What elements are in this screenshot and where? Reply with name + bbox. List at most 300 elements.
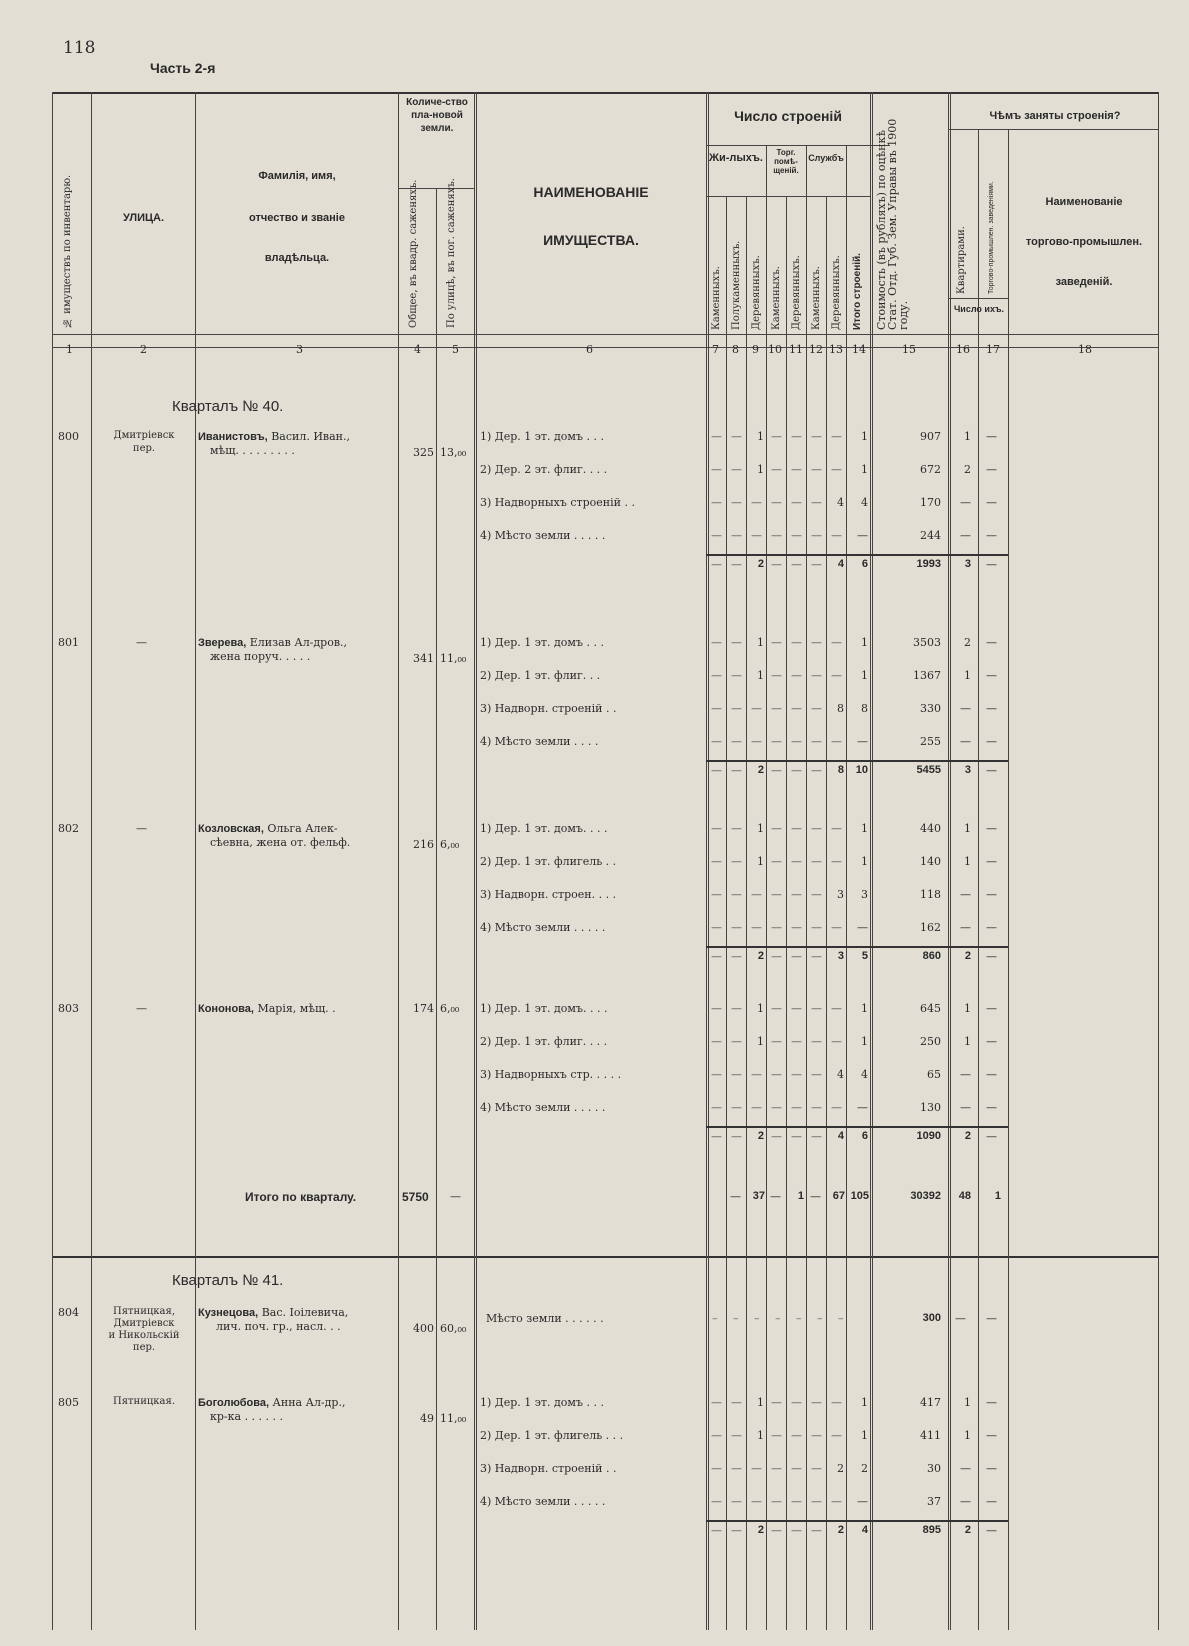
- dash-cell: —: [731, 1429, 742, 1442]
- dash-cell: —: [771, 558, 782, 571]
- dash-cell: —: [731, 463, 742, 476]
- occupied-header-divider: [948, 129, 1158, 130]
- quarter-total-apartments: 48: [958, 1190, 971, 1202]
- wooden-count: 1: [757, 822, 764, 835]
- dash-cell: —: [811, 463, 822, 476]
- dash-cell: —: [811, 1462, 822, 1475]
- street-line: Пятницкая,: [112, 1306, 176, 1317]
- property-item: 1) Дер. 1 эт. домъ. . . .: [480, 822, 608, 835]
- trade-dash: —: [986, 1429, 997, 1442]
- record-number: 803: [58, 1002, 79, 1015]
- dash-cell: —: [831, 735, 842, 748]
- dash-cell: —: [751, 888, 762, 901]
- header-trade-names-2: торгово-промышлен.: [1025, 236, 1143, 248]
- dash-cell: —: [771, 669, 782, 682]
- owner-surname: Боголюбова,: [198, 1397, 270, 1409]
- dash-cell: —: [711, 1002, 722, 1015]
- trade-dash: —: [986, 1101, 997, 1114]
- sum-apartments: 2: [964, 1524, 971, 1536]
- header-service-stone: Каменныхъ.: [811, 266, 822, 330]
- trade-dash: —: [986, 702, 997, 715]
- dash-cell: —: [731, 430, 742, 443]
- dash-cell: —: [771, 822, 782, 835]
- dash-cell: —: [731, 636, 742, 649]
- dash-cell: —: [711, 1101, 722, 1114]
- owner-name: Анна Ал-др.,: [269, 1396, 346, 1409]
- header-street: УЛИЦА.: [122, 212, 165, 224]
- record-number: 804: [58, 1306, 79, 1319]
- total-buildings: 1: [861, 430, 868, 443]
- trade-dash: —: [986, 764, 997, 777]
- dash-cell: —: [711, 1068, 722, 1081]
- property-item: 4) Мѣсто земли . . . . .: [480, 921, 606, 934]
- col-line: [706, 92, 709, 1630]
- property-item: 2) Дер. 2 эт. флиг. . . .: [480, 463, 608, 476]
- header-property-2: ИМУЩЕСТВА.: [543, 232, 639, 248]
- dash-cell: —: [811, 669, 822, 682]
- dash-cell: —: [731, 822, 742, 835]
- col-number: 4: [414, 343, 421, 356]
- dash-cell: —: [711, 636, 722, 649]
- record-number: 801: [58, 636, 79, 649]
- dash-cell: —: [955, 1312, 966, 1325]
- value: 907: [920, 430, 941, 443]
- dash-cell: —: [711, 735, 722, 748]
- record-land: 325: [413, 446, 434, 459]
- total-buildings: —: [857, 1101, 868, 1114]
- apartments: —: [960, 1462, 971, 1475]
- col-line: [726, 196, 727, 1630]
- dash-cell: —: [711, 950, 722, 963]
- col-line: [91, 92, 92, 1630]
- col-line: [436, 188, 437, 1630]
- owner-surname: Козловская,: [198, 823, 264, 835]
- dash-cell: —: [771, 1462, 782, 1475]
- trade-dash: —: [986, 1035, 997, 1048]
- record-owner: [198, 430, 350, 443]
- apartments: —: [960, 735, 971, 748]
- sum-value: 860: [922, 950, 941, 962]
- trade-dash: —: [986, 1396, 997, 1409]
- total-buildings: —: [857, 921, 868, 934]
- trade-dash: —: [986, 735, 997, 748]
- dash-cell: —: [986, 1312, 997, 1325]
- col-number: 2: [140, 343, 147, 356]
- header-owner-1: Фамилія, имя,: [258, 170, 336, 182]
- col-number: 10: [768, 343, 782, 356]
- sum-value: 5455: [916, 764, 941, 776]
- apartments: —: [960, 1495, 971, 1508]
- col-line: [786, 196, 787, 1630]
- dash-cell: —: [731, 764, 742, 777]
- dash-cell: —: [811, 1130, 822, 1143]
- dash-cell: —: [711, 1495, 722, 1508]
- trade-dash: —: [986, 1130, 997, 1143]
- dash-cell: —: [771, 430, 782, 443]
- record-street-dash: —: [136, 822, 147, 835]
- dash-cell: —: [811, 1396, 822, 1409]
- trade-dash: —: [986, 855, 997, 868]
- dash-cell: —: [711, 888, 722, 901]
- header-service-wooden: Деревянныхъ.: [831, 255, 842, 330]
- owner-surname: Кононова,: [198, 1003, 254, 1015]
- header-total-buildings: Итого строеній.: [852, 253, 863, 330]
- apartments: 2: [964, 636, 971, 649]
- property-item: 1) Дер. 1 эт. домъ . . .: [480, 1396, 604, 1409]
- dash-cell: —: [811, 735, 822, 748]
- dash-cell: —: [731, 1068, 742, 1081]
- dash-cell: —: [751, 1101, 762, 1114]
- record-front: 60,₀₀: [440, 1322, 467, 1335]
- dash-cell: —: [711, 1396, 722, 1409]
- property-item: 3) Надворн. строен. . . .: [480, 888, 617, 901]
- dash-cell: —: [811, 1035, 822, 1048]
- dash-cell: —: [831, 822, 842, 835]
- total-buildings: —: [857, 529, 868, 542]
- apartments: 1: [964, 1429, 971, 1442]
- apartments: —: [960, 702, 971, 715]
- dash-cell: —: [831, 463, 842, 476]
- dash-cell: —: [731, 496, 742, 509]
- sum-total: 6: [861, 558, 868, 570]
- header-owner-2: отчество и званіе: [249, 212, 345, 224]
- buildings-header-divider: [706, 145, 890, 146]
- dash-cell: —: [831, 1429, 842, 1442]
- col-number: 15: [902, 343, 916, 356]
- header-occupied: Чѣмъ заняты строенія?: [989, 110, 1121, 122]
- record-owner: [198, 1396, 345, 1409]
- header-land-street: По улицѣ, въ пог. саженяхъ.: [446, 178, 457, 328]
- dash-cell: —: [791, 636, 802, 649]
- apartments: 1: [964, 1002, 971, 1015]
- dash-cell: —: [771, 636, 782, 649]
- record-land: 216: [413, 838, 434, 851]
- sum-rule: [706, 760, 1008, 762]
- dash-cell: —: [791, 1524, 802, 1537]
- value: 3503: [913, 636, 941, 649]
- dash-cell: —: [791, 1101, 802, 1114]
- value: 162: [920, 921, 941, 934]
- record-owner-title: сѣевна, жена от. фельф.: [210, 836, 351, 849]
- col-line: [806, 145, 807, 1630]
- dash-cell: —: [731, 1130, 742, 1143]
- dash-cell: —: [771, 702, 782, 715]
- quarter-separator: [52, 1256, 1158, 1258]
- total-buildings: 1: [861, 1396, 868, 1409]
- dash-cell: —: [791, 855, 802, 868]
- record-street: пер.: [132, 443, 156, 454]
- sum-service: 4: [837, 1130, 844, 1142]
- value: 130: [920, 1101, 941, 1114]
- dash-cell: —: [791, 1035, 802, 1048]
- wooden-count: 1: [757, 1002, 764, 1015]
- quarter-total-value: 30392: [910, 1190, 941, 1202]
- value: 118: [920, 888, 941, 901]
- dash-cell: —: [751, 529, 762, 542]
- total-buildings: 1: [861, 822, 868, 835]
- dash-cell: —: [711, 1130, 722, 1143]
- dash-cell: —: [791, 430, 802, 443]
- header-trade-stone: Каменныхъ.: [771, 266, 782, 330]
- property-item: 3) Надворн. строеній . .: [480, 1462, 617, 1475]
- col-line: [474, 92, 477, 1630]
- dash-cell: —: [771, 735, 782, 748]
- col-line: [746, 196, 747, 1630]
- dash-cell: —: [771, 1130, 782, 1143]
- header-inventory-no: № имуществъ по инвентарю.: [62, 174, 73, 328]
- dash-cell: —: [831, 1002, 842, 1015]
- wooden-count: 1: [757, 430, 764, 443]
- dash-cell: —: [711, 669, 722, 682]
- dash-cell: —: [831, 1396, 842, 1409]
- apartments: 2: [964, 463, 971, 476]
- record-owner-title: лич. поч. гр., насл. . .: [216, 1320, 341, 1333]
- dash-cell: —: [831, 529, 842, 542]
- dash-cell: —: [791, 764, 802, 777]
- record-street: Дмитріевск: [113, 430, 175, 441]
- quarter-total-label: Итого по кварталу.: [245, 1190, 357, 1204]
- dash-cell: —: [791, 822, 802, 835]
- dash-cell: —: [791, 496, 802, 509]
- header-wooden: Деревянныхъ.: [751, 255, 762, 330]
- record-front: 11,₀₀: [440, 1412, 467, 1425]
- dash-cell: —: [791, 463, 802, 476]
- value: 417: [920, 1396, 941, 1409]
- owner-name: Васил. Иван.,: [267, 430, 350, 443]
- record-front: 13,₀₀: [440, 446, 467, 459]
- dash-cell: —: [711, 558, 722, 571]
- col-number: 11: [789, 343, 803, 356]
- record-front: 6,₀₀: [440, 838, 460, 851]
- sum-total: 10: [855, 764, 868, 776]
- value: 30: [927, 1462, 941, 1475]
- header-land: Количе-ство пла-новой земли.: [406, 97, 468, 134]
- owner-surname: Зверева,: [198, 637, 247, 649]
- property-item: 3) Надворныхъ стр. . . . .: [480, 1068, 622, 1081]
- dash-cell: —: [751, 921, 762, 934]
- record-land: 49: [420, 1412, 434, 1425]
- col-line: [766, 145, 767, 1630]
- dash-cell: —: [731, 1396, 742, 1409]
- record-owner: [198, 636, 347, 649]
- sum-rule: [706, 1520, 1008, 1522]
- dash-cell: —: [791, 1002, 802, 1015]
- dash-cell: —: [731, 1462, 742, 1475]
- property-item: 1) Дер. 1 эт. домъ . . .: [480, 636, 604, 649]
- col-line: [978, 129, 979, 1630]
- property-item: 2) Дер. 1 эт. флиг. . .: [480, 669, 601, 682]
- dash-cell: —: [791, 1396, 802, 1409]
- record-number: 800: [58, 430, 79, 443]
- value: 1367: [913, 669, 941, 682]
- dash-cell: —: [791, 558, 802, 571]
- dash-cell: —: [771, 496, 782, 509]
- sum-service: 2: [837, 1524, 844, 1536]
- wooden-count: 1: [757, 669, 764, 682]
- sum-rule: [706, 554, 1008, 556]
- col-line: [1008, 129, 1009, 1630]
- value: 244: [920, 529, 941, 542]
- dash-cell: —: [791, 888, 802, 901]
- trade-dash: —: [986, 430, 997, 443]
- sum-value: 895: [922, 1524, 941, 1536]
- header-apartments: Квартирами.: [956, 226, 967, 294]
- apartments: 1: [964, 1035, 971, 1048]
- dash-cell: —: [811, 1101, 822, 1114]
- property-item: 4) Мѣсто земли . . . . .: [480, 1101, 606, 1114]
- dash-cell: —: [711, 430, 722, 443]
- dash-cell: —: [771, 529, 782, 542]
- total-buildings: 1: [861, 855, 868, 868]
- record-item: Мѣсто земли . . . . . .: [486, 1312, 604, 1325]
- record-owner-title: кр-ка . . . . . .: [210, 1410, 284, 1423]
- sum-service: 8: [837, 764, 844, 776]
- apartments: —: [960, 529, 971, 542]
- header-owner-3: владѣльца.: [264, 252, 330, 264]
- dash-cell: —: [831, 669, 842, 682]
- dash-cell: —: [751, 735, 762, 748]
- sum-rule: [706, 946, 1008, 948]
- dash-cell: —: [731, 669, 742, 682]
- dash-cell: —: [731, 1002, 742, 1015]
- trade-dash: —: [986, 1002, 997, 1015]
- total-buildings: 4: [861, 496, 868, 509]
- dash-cell: —: [771, 1002, 782, 1015]
- col-number: 12: [809, 343, 823, 356]
- col-number: 8: [732, 343, 739, 356]
- dash-cell: —: [731, 921, 742, 934]
- trade-dash: —: [986, 888, 997, 901]
- total-buildings: 1: [861, 463, 868, 476]
- dash-cell: —: [731, 558, 742, 571]
- sum-apartments: 2: [964, 950, 971, 962]
- dash-cell: —: [771, 463, 782, 476]
- record-land: 400: [413, 1322, 434, 1335]
- trade-dash: —: [986, 496, 997, 509]
- sum-total: 5: [861, 950, 868, 962]
- dash-cell: —: [711, 1524, 722, 1537]
- record-number: 802: [58, 822, 79, 835]
- quarter-total-service: 67: [832, 1190, 845, 1202]
- col-line: [826, 196, 827, 1630]
- dash-cell: —: [731, 735, 742, 748]
- sum-apartments: 2: [964, 1130, 971, 1142]
- dash-cell: —: [831, 430, 842, 443]
- trade-dash: —: [986, 558, 997, 571]
- service-count: 4: [837, 496, 844, 509]
- record-owner: [198, 1306, 348, 1319]
- value: 411: [920, 1429, 941, 1442]
- dash-cell: —: [811, 636, 822, 649]
- property-item: 1) Дер. 1 эт. домъ . . .: [480, 430, 604, 443]
- dash-cell: —: [831, 1035, 842, 1048]
- col-number: 1: [66, 343, 73, 356]
- dash-cell: —: [711, 1462, 722, 1475]
- quarter-total-dash: —: [810, 1190, 821, 1203]
- apartments: —: [960, 1101, 971, 1114]
- quarter-heading-40: Кварталъ № 40.: [172, 398, 284, 415]
- sum-service: 4: [837, 558, 844, 570]
- dash-cell: —: [731, 1495, 742, 1508]
- total-buildings: 1: [861, 1002, 868, 1015]
- header-trade-establishments: Торгово-промышлен. заведеніями.: [988, 181, 995, 294]
- trade-dash: —: [986, 636, 997, 649]
- apartments: 1: [964, 430, 971, 443]
- dash-cell: —: [831, 921, 842, 934]
- value: 645: [920, 1002, 941, 1015]
- record-number: 805: [58, 1396, 79, 1409]
- total-buildings: —: [857, 1495, 868, 1508]
- property-item: 3) Надворн. строеній . .: [480, 702, 617, 715]
- dash-cell: —: [771, 1495, 782, 1508]
- service-count: 3: [837, 888, 844, 901]
- header-service: Службъ: [808, 153, 844, 163]
- apartments: —: [960, 888, 971, 901]
- col-line: [1158, 92, 1159, 1630]
- col-line: [195, 92, 196, 1630]
- value: 170: [920, 496, 941, 509]
- sum-value: 1993: [916, 558, 941, 570]
- sum-total: 6: [861, 1130, 868, 1142]
- col-line: [52, 92, 53, 1630]
- col-number: 18: [1078, 343, 1092, 356]
- wooden-count: 1: [757, 1396, 764, 1409]
- dash-cell: —: [831, 636, 842, 649]
- record-land: 174: [413, 1002, 434, 1015]
- col-number: 5: [452, 343, 459, 356]
- dash-cell: —: [811, 888, 822, 901]
- property-item: 4) Мѣсто земли . . . . .: [480, 1495, 606, 1508]
- value: 65: [927, 1068, 941, 1081]
- dash-cell: —: [811, 558, 822, 571]
- quarter-total-dash: —: [770, 1190, 781, 1203]
- dash-cell: —: [711, 921, 722, 934]
- dash-cell: —: [791, 1495, 802, 1508]
- trade-dash: —: [986, 950, 997, 963]
- owner-name: Ольга Алек-: [263, 822, 338, 835]
- dash-cell: —: [811, 950, 822, 963]
- quarter-total-wooden: 37: [752, 1190, 765, 1202]
- trade-dash: —: [986, 1495, 997, 1508]
- record-owner-title: жена поруч. . . . .: [210, 650, 311, 663]
- dash-cell: —: [811, 1429, 822, 1442]
- dash-cell: —: [811, 822, 822, 835]
- col-number: 14: [852, 343, 866, 356]
- dash-cell: —: [791, 1462, 802, 1475]
- dash-row: – – – – – – –: [712, 1312, 850, 1325]
- dash-cell: —: [711, 463, 722, 476]
- quarter-heading-41: Кварталъ № 41.: [172, 1272, 284, 1289]
- total-buildings: 1: [861, 1035, 868, 1048]
- service-count: 8: [837, 702, 844, 715]
- trade-dash: —: [986, 921, 997, 934]
- dash-cell: —: [731, 529, 742, 542]
- page-number: 118: [63, 38, 96, 58]
- record-street: [94, 1306, 194, 1354]
- dash-cell: —: [711, 702, 722, 715]
- dash-cell: —: [771, 1429, 782, 1442]
- total-buildings: —: [857, 735, 868, 748]
- record-street-dash: —: [136, 1002, 147, 1015]
- total-buildings: 2: [861, 1462, 868, 1475]
- dash-cell: —: [811, 496, 822, 509]
- value: 250: [920, 1035, 941, 1048]
- dash-cell: —: [811, 430, 822, 443]
- quarter-total-dash: —: [730, 1190, 741, 1203]
- record-front: 11,₀₀: [440, 652, 467, 665]
- dash-cell: —: [731, 888, 742, 901]
- dash-cell: —: [811, 702, 822, 715]
